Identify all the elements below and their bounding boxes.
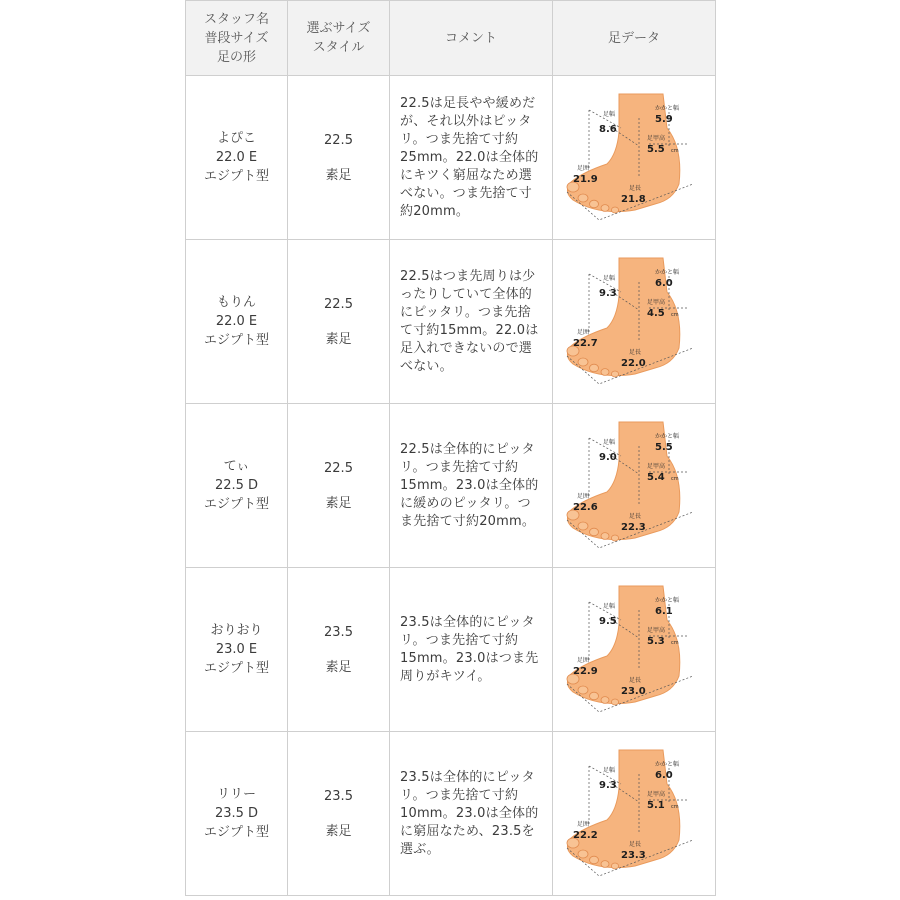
length-label: 足長 [629, 184, 642, 192]
table-row [186, 240, 716, 404]
girth-label: 足囲 [577, 492, 590, 500]
foot-shape: エジプト型 [203, 825, 269, 840]
staff-name: おりおり [210, 623, 263, 638]
foot-length-value: 23.3 [621, 849, 646, 861]
size-cell [288, 76, 390, 240]
wear-style: 素足 [325, 167, 352, 183]
header-size-style: 選ぶサイズ スタイル [288, 1, 390, 76]
chosen-size: 23.5 [324, 624, 353, 640]
foot-diagram [559, 252, 709, 392]
width-label: 足幅 [603, 274, 616, 282]
staff-name: てぃ [223, 459, 250, 474]
foot-data-cell [553, 732, 716, 896]
staff-name: よぴこ [216, 131, 256, 146]
table-row [186, 732, 716, 896]
staff-cell [186, 404, 288, 568]
foot-girth-value: 22.7 [573, 337, 598, 349]
foot-width-value: 9.3 [599, 779, 617, 791]
size-cell [288, 404, 390, 568]
table-row [186, 404, 716, 568]
instep-height-value: 5.1 [647, 799, 665, 811]
unit-label: cm [671, 803, 679, 810]
foot-width-value: 9.0 [599, 451, 617, 463]
heel-width-value: 5.5 [655, 441, 673, 453]
width-label: 足幅 [603, 438, 616, 446]
header-comment: コメント [390, 1, 553, 76]
foot-shape: エジプト型 [203, 497, 269, 512]
usual-size: 22.5 D [214, 478, 259, 493]
foot-length-value: 22.0 [621, 357, 646, 369]
girth-label: 足囲 [577, 328, 590, 336]
instep-height-value: 5.3 [647, 635, 665, 647]
table-body [186, 76, 716, 896]
heel-width-value: 6.1 [655, 605, 673, 617]
foot-girth-value: 22.6 [573, 501, 598, 513]
foot-girth-value: 22.2 [573, 829, 598, 841]
foot-data-cell [553, 240, 716, 404]
staff-cell [186, 76, 288, 240]
foot-length-value: 21.8 [621, 193, 646, 205]
heel-label: かかと幅 [655, 104, 680, 112]
heel-label: かかと幅 [655, 760, 680, 768]
header-staff: スタッフ名 普段サイズ 足の形 [186, 1, 288, 76]
usual-size: 22.0 E [215, 314, 258, 329]
heel-width-value: 6.0 [655, 277, 673, 289]
instep-label: 足甲高 [647, 462, 666, 470]
size-cell [288, 568, 390, 732]
staff-size-table [185, 0, 716, 896]
comment-cell: 23.5は全体的にピッタリ。つま先捨て寸約10mm。23.0は全体的に窮屈なため、23.5を選ぶ。 [390, 732, 553, 896]
comment-cell: 22.5は全体的にピッタリ。つま先捨て寸約15mm。23.0は全体的に緩めのピッタリ。つま先捨て寸約20mm。 [390, 404, 553, 568]
comment-cell: 23.5は全体的にピッタリ。つま先捨て寸約15mm。23.0はつま先周りがキツイ。 [390, 568, 553, 732]
girth-label: 足囲 [577, 820, 590, 828]
foot-length-value: 23.0 [621, 685, 646, 697]
staff-cell [186, 240, 288, 404]
foot-girth-value: 21.9 [573, 173, 598, 185]
width-label: 足幅 [603, 602, 616, 610]
chosen-size: 22.5 [324, 296, 353, 312]
width-label: 足幅 [603, 766, 616, 774]
heel-width-value: 6.0 [655, 769, 673, 781]
heel-label: かかと幅 [655, 268, 680, 276]
unit-label: cm [671, 147, 679, 154]
foot-width-value: 8.6 [599, 123, 617, 135]
foot-shape: エジプト型 [203, 169, 269, 184]
comment-cell: 22.5は足長やや緩めだが、それ以外はピッタリ。つま先捨て寸約25mm。22.0は全体的にキツく窮屈なため選べない。つま先捨て寸約20mm。 [390, 76, 553, 240]
foot-diagram [559, 744, 709, 884]
instep-label: 足甲高 [647, 626, 666, 634]
unit-label: cm [671, 311, 679, 318]
table-row [186, 568, 716, 732]
instep-label: 足甲高 [647, 790, 666, 798]
heel-width-value: 5.9 [655, 113, 673, 125]
usual-size: 23.0 E [215, 642, 258, 657]
length-label: 足長 [629, 348, 642, 356]
wear-style: 素足 [325, 331, 352, 347]
chosen-size: 23.5 [324, 788, 353, 804]
girth-label: 足囲 [577, 164, 590, 172]
chosen-size: 22.5 [324, 460, 353, 476]
heel-label: かかと幅 [655, 432, 680, 440]
unit-label: cm [671, 475, 679, 482]
staff-cell [186, 732, 288, 896]
wear-style: 素足 [325, 659, 352, 675]
width-label: 足幅 [603, 110, 616, 118]
length-label: 足長 [629, 676, 642, 684]
chosen-size: 22.5 [324, 132, 353, 148]
instep-label: 足甲高 [647, 298, 666, 306]
staff-name: もりん [216, 295, 256, 310]
foot-girth-value: 22.9 [573, 665, 598, 677]
usual-size: 22.0 E [215, 150, 258, 165]
instep-height-value: 4.5 [647, 307, 665, 319]
foot-length-value: 22.3 [621, 521, 646, 533]
wear-style: 素足 [325, 823, 352, 839]
table-row [186, 76, 716, 240]
foot-diagram [559, 416, 709, 556]
instep-height-value: 5.4 [647, 471, 665, 483]
foot-width-value: 9.3 [599, 287, 617, 299]
size-cell [288, 240, 390, 404]
wear-style: 素足 [325, 495, 352, 511]
foot-width-value: 9.5 [599, 615, 617, 627]
staff-cell [186, 568, 288, 732]
length-label: 足長 [629, 840, 642, 848]
foot-diagram [559, 580, 709, 720]
foot-data-cell [553, 568, 716, 732]
comment-cell: 22.5はつま先周りは少ったりしていて全体的にピッタリ。つま先捨て寸約15mm。22.0は足入れできないので選べない。 [390, 240, 553, 404]
length-label: 足長 [629, 512, 642, 520]
table-header-row [186, 1, 716, 76]
foot-shape: エジプト型 [203, 661, 269, 676]
size-cell [288, 732, 390, 896]
instep-label: 足甲高 [647, 134, 666, 142]
header-foot-data: 足データ [553, 1, 716, 76]
unit-label: cm [671, 639, 679, 646]
foot-data-cell [553, 76, 716, 240]
instep-height-value: 5.5 [647, 143, 665, 155]
staff-name: リリー [216, 787, 256, 802]
heel-label: かかと幅 [655, 596, 680, 604]
foot-data-cell [553, 404, 716, 568]
girth-label: 足囲 [577, 656, 590, 664]
foot-diagram [559, 88, 709, 228]
foot-shape: エジプト型 [203, 333, 269, 348]
usual-size: 23.5 D [214, 806, 259, 821]
